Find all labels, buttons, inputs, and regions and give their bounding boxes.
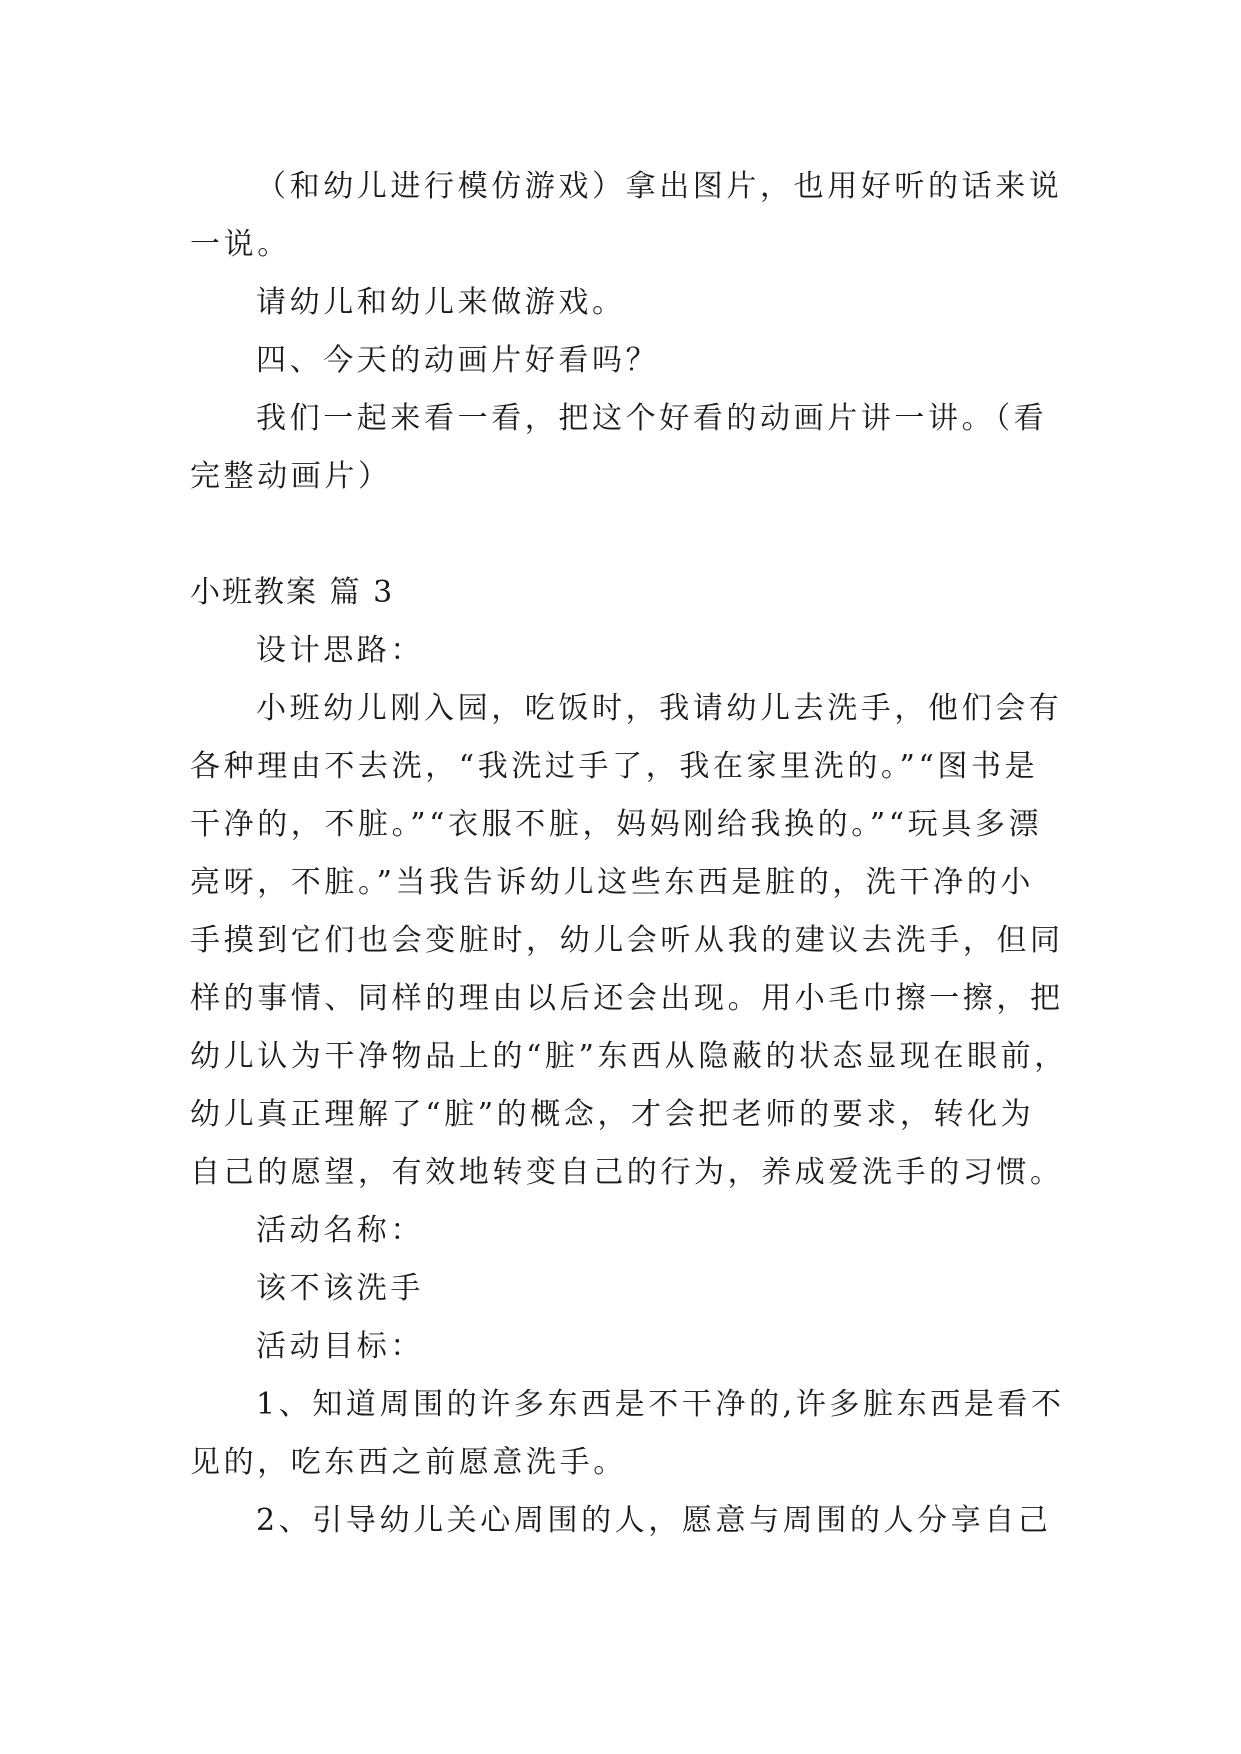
paragraph-line: 幼儿真正理解了“脏”的概念，才会把老师的要求，转化为 — [190, 1097, 1035, 1132]
paragraph-line: 小班幼儿刚入园，吃饭时，我请幼儿去洗手，他们会有 — [256, 691, 1063, 726]
paragraph-line: 见的，吃东西之前愿意洗手。 — [190, 1445, 627, 1480]
paragraph-line: 干净的，不脏。”“衣服不脏，妈妈刚给我换的。”“玩具多漂 — [190, 807, 1043, 842]
paragraph-line: 请幼儿和幼儿来做游戏。 — [256, 285, 626, 320]
paragraph-line: 1、知道周围的许多东西是不干净的,许多脏东西是看不 — [256, 1387, 1065, 1422]
paragraph-line: 我们一起来看一看，把这个好看的动画片讲一讲。（看 — [256, 401, 1048, 436]
paragraph-line: （和幼儿进行模仿游戏）拿出图片，也用好听的话来说 — [256, 169, 1063, 204]
paragraph-line: 设计思路： — [256, 633, 424, 668]
paragraph-line: 2、引导幼儿关心周围的人，愿意与周围的人分享自己 — [256, 1503, 1052, 1538]
paragraph-line: 四、今天的动画片好看吗？ — [256, 343, 660, 378]
paragraph-line: 各种理由不去洗，“我洗过手了，我在家里洗的。”“图书是 — [190, 749, 1039, 784]
paragraph-line: 样的事情、同样的理由以后还会出现。用小毛巾擦一擦，把 — [190, 981, 1064, 1016]
paragraph-line: 自己的愿望，有效地转变自己的行为，养成爱洗手的习惯。 — [190, 1155, 1064, 1190]
paragraph-line: 一说。 — [190, 227, 291, 262]
paragraph-line: 活动名称： — [256, 1213, 424, 1248]
paragraph-line: 幼儿认为干净物品上的“脏”东西从隐蔽的状态显现在眼前， — [190, 1039, 1068, 1074]
paragraph-line: 手摸到它们也会变脏时，幼儿会听从我的建议去洗手，但同 — [190, 923, 1064, 958]
paragraph-line: 完整动画片） — [190, 459, 392, 494]
paragraph-line: 该不该洗手 — [256, 1271, 424, 1306]
paragraph-line: 亮呀，不脏。”当我告诉幼儿这些东西是脏的，洗干净的小 — [190, 865, 1034, 900]
paragraph-line: 活动目标： — [256, 1329, 424, 1364]
section-heading: 小班教案 篇 3 — [190, 575, 395, 610]
